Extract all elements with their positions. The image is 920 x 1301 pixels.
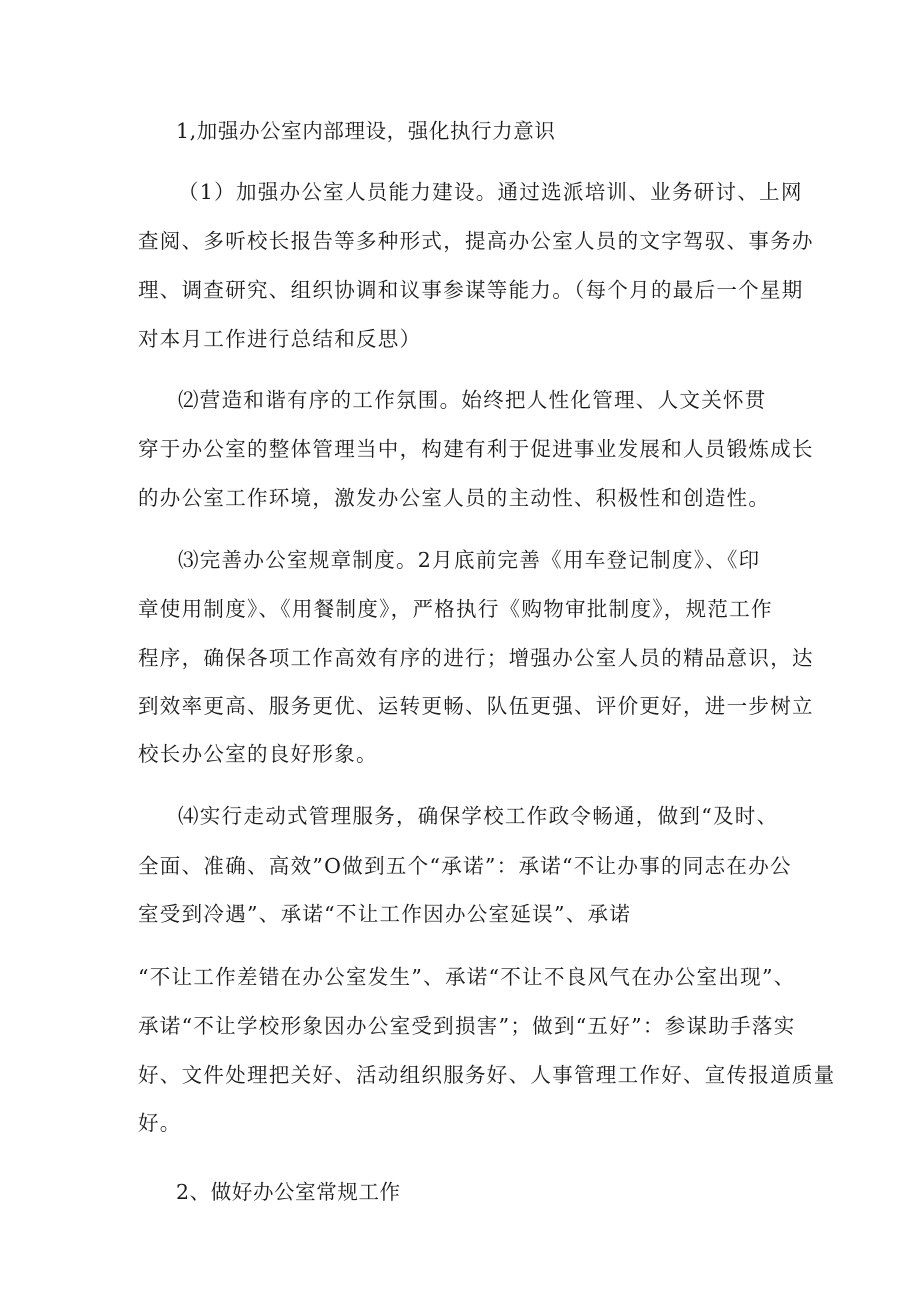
paragraph-line: ⑵营造和谐有序的工作氛围。始终把人性化管理、人文关怀贯 (178, 388, 767, 412)
section-heading-1: 1,加强办公室内部理设，强化执行力意识 (176, 119, 556, 143)
paragraph-line: 全面、准确、高效”O做到五个“承诺”：承诺“不让办事的同志在办公 (138, 854, 792, 878)
paragraph-line: 的办公室工作环境，激发办公室人员的主动性、积极性和创造性。 (138, 486, 771, 510)
paragraph-line: 章使用制度》、《用餐制度》，严格执行《购物审批制度》，规范工作 (138, 597, 773, 621)
paragraph-line: 理、调查研究、组织协调和议事参谋等能力。（每个月的最后一个星期 (138, 278, 804, 302)
paragraph-line: 承诺“不让学校形象因办公室受到损害”；做到“五好”：参谋助手落实 (138, 1014, 796, 1038)
paragraph-line: 查阅、多听校长报告等多种形式，提高办公室人员的文字驾驭、事务办 (138, 229, 814, 253)
paragraph-line: 对本月工作进行总结和反思） (138, 327, 422, 351)
paragraph-line: 程序，确保各项工作高效有序的进行；增强办公室人员的精品意识，达 (138, 646, 814, 670)
paragraph-line: 校长办公室的良好形象。 (138, 742, 378, 766)
paragraph-line: ⑶完善办公室规章制度。2月底前完善《用车登记制度》、《印 (178, 548, 761, 572)
section-heading-2: 2、做好办公室常规工作 (176, 1180, 401, 1204)
paragraph-line: 好、文件处理把关好、活动组织服务好、人事管理工作好、宣传报道质量 (138, 1063, 836, 1087)
paragraph-line: （1）加强办公室人员能力建设。通过选派培训、业务研讨、上网 (178, 180, 803, 204)
paragraph-line: 好。 (138, 1111, 182, 1135)
paragraph-line: ⑷实行走动式管理服务，确保学校工作政令畅通，做到“及时、 (178, 804, 779, 828)
paragraph-line: 室受到冷遇”、承诺“不让工作因办公室延误”、承诺 (138, 902, 632, 926)
paragraph-line: “不让工作差错在办公室发生”、承诺“不让不良风气在办公室出现”、 (138, 965, 796, 989)
paragraph-line: 穿于办公室的整体管理当中，构建有利于促进事业发展和人员锻炼成长 (138, 437, 814, 461)
paragraph-line: 到效率更高、服务更优、运转更畅、队伍更强、评价更好，进一步树立 (138, 694, 814, 718)
